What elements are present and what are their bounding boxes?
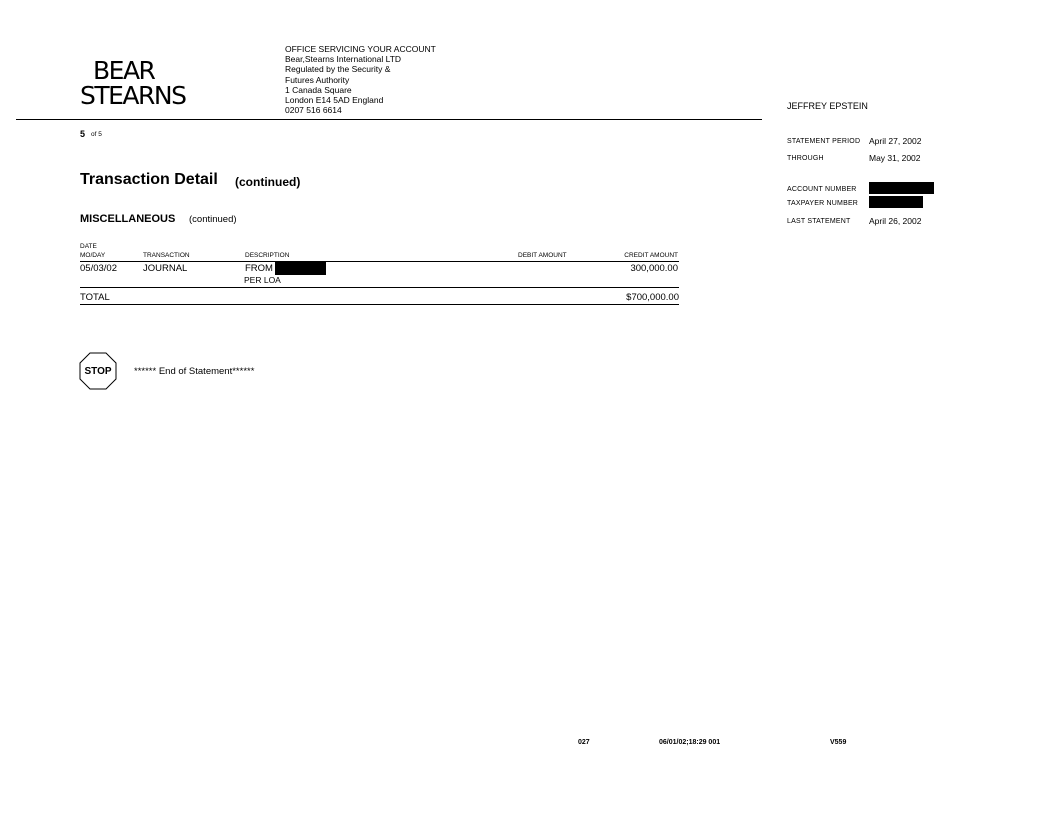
row-description-line2: PER LOA [244, 275, 281, 285]
through-label: THROUGH [787, 155, 824, 162]
stop-label: STOP [84, 366, 112, 377]
logo-line-2: STEARNS [80, 81, 186, 110]
office-line: 0207 516 6614 [285, 105, 342, 116]
description-redaction [275, 262, 326, 275]
bear-stearns-logo [80, 58, 192, 108]
client-name: JEFFREY EPSTEIN [787, 101, 868, 111]
column-header-date-top: DATE [80, 243, 97, 250]
last-statement-label: LAST STATEMENT [787, 218, 851, 225]
office-line: London E14 5AD England [285, 95, 384, 106]
footer-code-1: 027 [578, 739, 590, 746]
row-date: 05/03/02 [80, 263, 117, 274]
through-value: May 31, 2002 [869, 153, 921, 163]
stop-sign-icon [79, 352, 117, 390]
header-divider [16, 119, 762, 120]
account-number-redaction [869, 182, 934, 194]
column-header-description: DESCRIPTION [245, 252, 290, 259]
logo-line-1: BEAR [93, 56, 155, 85]
account-number-label: ACCOUNT NUMBER [787, 186, 857, 193]
column-header-transaction: TRANSACTION [143, 252, 190, 259]
office-line: OFFICE SERVICING YOUR ACCOUNT [285, 44, 436, 54]
subsection-continued: (continued) [189, 214, 237, 225]
row-transaction: JOURNAL [143, 263, 188, 274]
header-underline [80, 261, 679, 262]
total-label: TOTAL [80, 292, 110, 303]
section-title: Transaction Detail [80, 171, 218, 188]
total-credit: $700,000.00 [626, 292, 679, 303]
row-credit: 300,000.00 [630, 263, 678, 274]
office-line: 1 Canada Square [285, 84, 352, 95]
office-line: Regulated by the Security & [285, 64, 391, 75]
statement-period-value: April 27, 2002 [869, 136, 922, 146]
office-line: Bear,Stearns International LTD [285, 54, 402, 65]
footer-timestamp: 06/01/02;18:29 001 [659, 739, 721, 746]
row-description-line1: FROM [245, 263, 273, 274]
subsection-title: MISCELLANEOUS [80, 213, 176, 225]
page-number: 5 [80, 129, 86, 139]
column-header-date: MO/DAY [80, 252, 106, 259]
end-of-statement: ****** End of Statement****** [134, 366, 255, 377]
taxpayer-number-redaction [869, 196, 923, 208]
total-top-rule [80, 287, 679, 288]
total-bottom-rule [80, 304, 679, 305]
footer-code-2: V559 [830, 739, 847, 746]
last-statement-value: April 26, 2002 [869, 216, 922, 226]
office-address-block [285, 44, 436, 115]
statement-period-label: STATEMENT PERIOD [787, 138, 861, 145]
section-continued: (continued) [235, 175, 301, 189]
column-header-debit: DEBIT AMOUNT [518, 252, 567, 259]
taxpayer-number-label: TAXPAYER NUMBER [787, 200, 859, 207]
office-line: Futures Authority [285, 74, 350, 85]
column-header-credit: CREDIT AMOUNT [624, 252, 678, 259]
page-total: of 5 [91, 131, 102, 138]
